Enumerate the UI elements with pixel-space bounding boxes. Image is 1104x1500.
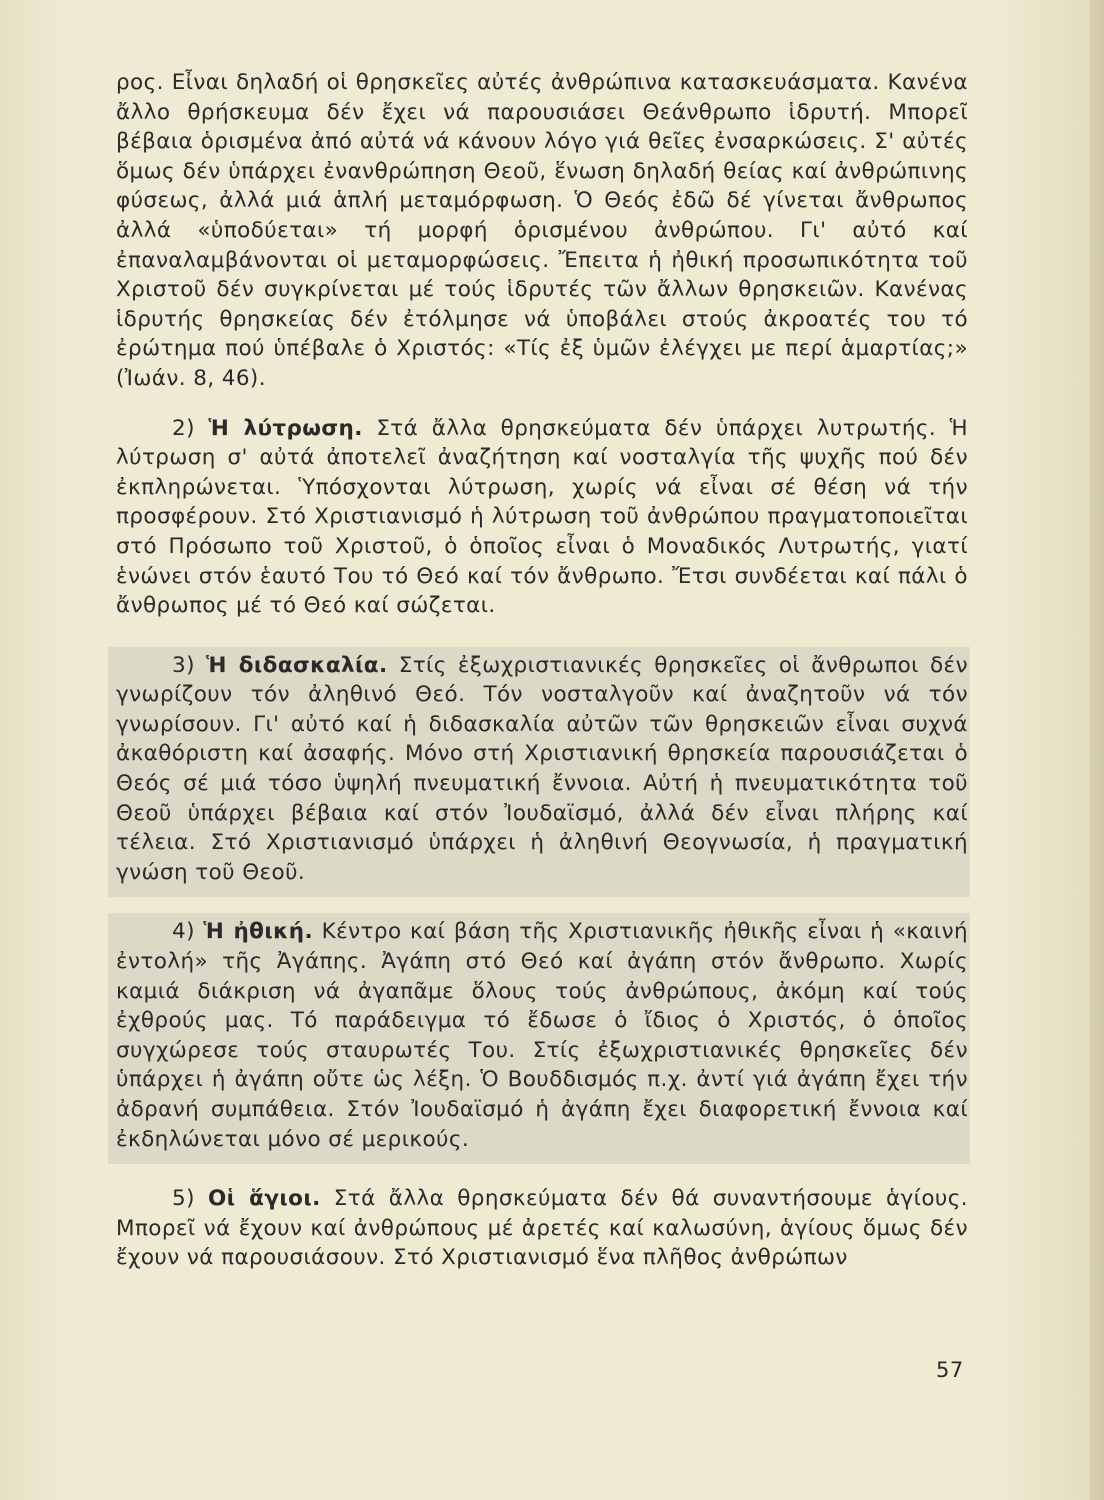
intro-paragraph: ρος. Εἶναι δηλαδή οἱ θρησκεῖες αὐτές ἀνθρώπινα κατασκευάσματα. Κανένα ἄλλο θρήσκευμα δέν ἔχει νά παρουσιάσει Θεάνθρωπο ἱδρυτή. Μπορεῖ βέβαια ὁρισμένα ἀπό αὐτά νά κάνουν λόγο γιά θεῖες ἐνσαρκώσεις. Σ' αὐτές ὅμως δέν ὑπάρχει ἐνανθρώπηση Θεοῦ, ἕνωση δηλαδή θείας καί ἀνθρώπινης φύσεως, ἀλλά μιά ἁπλή μεταμόρφωση. Ὁ Θεός ἐδῶ δέ γίνεται ἄνθρωπος ἀλλά «ὑποδύεται» τή μορφή ὁρισμένου ἀνθρώπου. Γι' αὐτό καί ἐπαναλαμβάνονται οἱ μεταμορφώσεις. Ἔπειτα ἡ ἠθική προσωπικότητα τοῦ Χριστοῦ δέν συγκρίνεται μέ τούς ἱδρυτές τῶν ἄλλων θρησκειῶν. Κανένας ἱδρυτής θρησκείας δέν ἐτόλμησε νά ὑποβάλει στούς ἀκροατές του τό ἐρώτημα πού ὑπέβαλε ὁ Χριστός: «Τίς ἐξ ὑμῶν ἐλέγχει με περί ἁμαρτίας;» (Ἰωάν. 8, 46).	[116, 70, 968, 391]
page-edge	[1090, 0, 1104, 1500]
section-lytrosi	[116, 410, 968, 631]
section-heading: Ἡ ἠθική.	[203, 919, 314, 945]
section-text: Κέντρο καί βάση τῆς Χριστιανικῆς ἠθικῆς εἶναι ἡ «καινή ἐντολή» τῆς Ἀγάπης. Ἀγάπη στό Θεό καί ἀγάπη στόν ἄνθρωπο. Χωρίς καμιά διάκριση νά ἀγαπᾶμε ὅλους τούς ἀνθρώπους, ἀκόμη καί τούς ἐχθρούς μας. Τό παράδειγμα τό ἔδωσε ὁ ἴδιος ὁ Χριστός, ὁ ὁποῖος συγχώρεσε τούς σταυρωτές Του. Στίς ἐξωχριστιανικές θρησκεῖες δέν ὑπάρχει ἡ ἀγάπη οὔτε ὡς λέξη. Ὁ Βουδδισμός π.χ. ἀντί γιά ἀγάπη ἔχει τήν ἀδρανή συμπάθεια. Στόν Ἰουδαϊσμό ἡ ἀγάπη ἔχει διαφορετική ἔννοια καί ἐκδηλώνεται μόνο σέ μερικούς.	[116, 919, 969, 1152]
section-ithiki	[108, 913, 970, 1164]
section-number: 5)	[172, 1186, 195, 1212]
section-text: Στά ἄλλα θρησκεύματα δέν ὑπάρχει λυτρωτής. Ἡ λύτρωση σ' αὐτά ἀποτελεῖ ἀναζήτηση καί νοσταλγία τῆς ψυχῆς πού δέν ἐκπληρώνεται. Ὑπόσχονται λύτρωση, χωρίς νά εἶναι σέ θέση νά τήν προσφέρουν. Στό Χριστιανισμό ἡ λύτρωση τοῦ ἀνθρώπου πραγματοποιεῖται στό Πρόσωπο τοῦ Χριστοῦ, ὁ ὁποῖος εἶναι ὁ Μοναδικός Λυτρωτής, γιατί ἑνώνει στόν ἑαυτό Του τό Θεό καί τόν ἄνθρωπο. Ἔτσι συνδέεται καί πάλι ὁ ἄνθρωπος μέ τό Θεό καί σώζεται.	[116, 415, 968, 619]
section-didaskalia	[108, 647, 970, 898]
section-number: 2)	[172, 415, 195, 441]
section-text: Στίς ἐξωχριστιανικές θρησκεῖες οἱ ἄνθρωποι δέν γνωρίζουν τόν ἀληθινό Θεό. Τόν νοσταλγοῦν καί ἀναζητοῦν νά τόν γνωρίσουν. Γι' αὐτό καί ἡ διδασκαλία αὐτῶν τῶν θρησκειῶν εἶναι συχνά ἀκαθόριστη καί ἀσαφής. Μόνο στή Χριστιανική θρησκεία παρουσιάζεται ὁ Θεός σέ μιά τόσο ὑψηλή πνευματική ἔννοια. Αὐτή ἡ πνευματικότητα τοῦ Θεοῦ ὑπάρχει βέβαια καί στόν Ἰουδαϊσμό, ἀλλά δέν εἶναι πλήρης καί τέλεια. Στό Χριστιανισμό ὑπάρχει ἡ ἀληθινή Θεογνωσία, ἡ πραγματική γνώση τοῦ Θεοῦ.	[116, 652, 968, 885]
section-text: Στά ἄλλα θρησκεύματα δέν θά συναντήσουμε ἁγίους. Μπορεῖ νά ἔχουν καί ἀνθρώπους μέ ἀρετές καί καλωσύνη, ἁγίους ὅμως δέν ἔχουν νά παρουσιάσουν. Στό Χριστιανισμό ἕνα πλῆθος ἀνθρώπων	[116, 1186, 969, 1271]
page-number: 57	[936, 1358, 964, 1382]
section-agioi	[116, 1180, 968, 1283]
section-number: 3)	[172, 652, 195, 678]
section-heading: Οἱ ἅγιοι.	[207, 1186, 321, 1212]
section-heading: Ἡ λύτρωση.	[208, 415, 363, 441]
section-number: 4)	[172, 919, 195, 945]
page-text	[116, 68, 968, 1283]
section-heading: Ἡ διδασκαλία.	[206, 652, 388, 678]
